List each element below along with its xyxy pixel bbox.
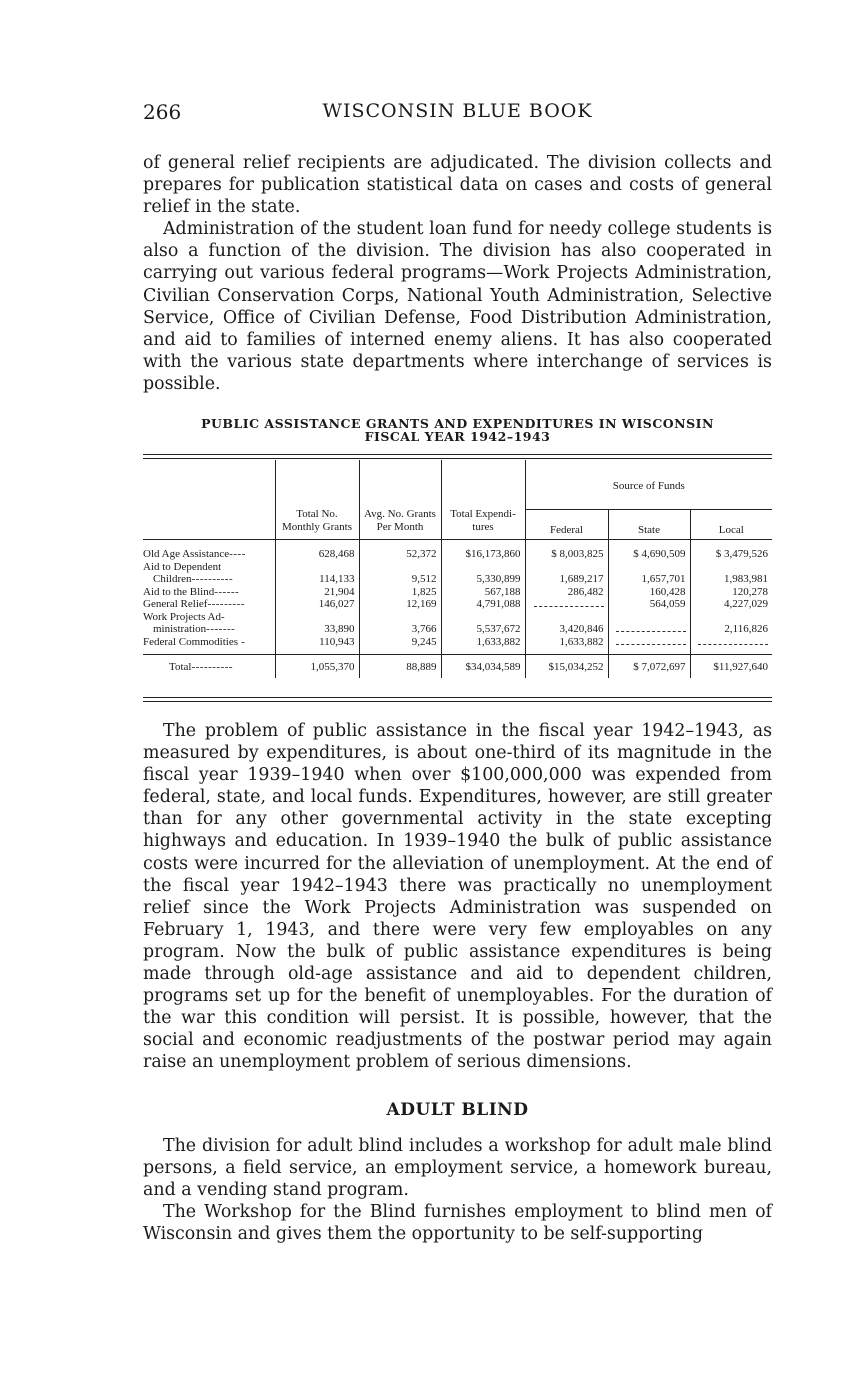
cell-avg: 9,512 [359, 573, 441, 586]
cell-state: $ 4,690,509 [608, 548, 690, 561]
paragraph: The Workshop for the Blind furnishes employment to blind men of Wisconsin and gives them the opportunity to be self-supporting [143, 1202, 772, 1245]
table-bottom-rule [143, 697, 772, 698]
page-number: 266 [143, 100, 182, 124]
table-row: General Relief--------- 146,027 12,169 4,791,088 564,059 4,227,029 [143, 598, 772, 611]
table-row: Aid to the Blind------ 21,904 1,825 567,188 286,482 160,428 120,278 [143, 586, 772, 599]
cell-federal: $ 8,003,825 [525, 548, 608, 561]
table-top-rule [143, 454, 772, 455]
assistance-table [143, 460, 772, 678]
row-label: General Relief [143, 598, 208, 610]
table-row [143, 561, 772, 574]
row-label-continued: Children [153, 573, 192, 585]
page-header [143, 100, 772, 126]
table-row [143, 611, 772, 624]
row-label: Federal Commodities [143, 635, 239, 648]
total-label: Total [169, 661, 192, 673]
cell-local-empty [690, 636, 772, 655]
cell-monthly: 1,055,370 [275, 655, 359, 678]
discussion-text [143, 720, 772, 1074]
cell-avg: 88,889 [359, 655, 441, 678]
section-heading: ADULT BLIND [386, 1100, 529, 1120]
cell-total: $34,034,589 [441, 655, 525, 678]
cell-avg: 9,245 [359, 636, 441, 655]
cell-total: $16,173,860 [441, 548, 525, 561]
col-header-total-expenditures: Total Expendi- tures [441, 460, 525, 540]
cell-avg: 52,372 [359, 548, 441, 561]
table-row: Old Age Assistance---- 628,468 52,372 $16,173,860 $ 8,003,825 $ 4,690,509 $ 3,479,526 [143, 548, 772, 561]
cell-monthly: 110,943 [275, 636, 359, 655]
row-label-continued: ministration [153, 623, 207, 635]
cell-state: 160,428 [608, 586, 690, 599]
table-title [143, 417, 772, 443]
cell-state: 1,657,701 [608, 573, 690, 586]
cell-federal: 1,633,882 [525, 636, 608, 655]
col-header-local: Local [690, 510, 772, 540]
row-label: Work Projects Ad- [143, 610, 225, 623]
cell-federal: 3,420,846 [525, 623, 608, 636]
table-title-line: PUBLIC ASSISTANCE GRANTS AND EXPENDITURES IN WISCONSIN [201, 416, 714, 431]
row-label: Old Age Assistance [143, 548, 230, 560]
cell-local: $11,927,640 [690, 655, 772, 678]
cell-federal: 286,482 [525, 586, 608, 599]
cell-local: 120,278 [690, 586, 772, 599]
cell-total: 4,791,088 [441, 598, 525, 611]
cell-total: 567,188 [441, 586, 525, 599]
cell-federal-empty [525, 598, 608, 611]
col-header-federal: Federal [525, 510, 608, 540]
cell-monthly: 114,133 [275, 573, 359, 586]
cell-total: 1,633,882 [441, 636, 525, 655]
table-row: Federal Commodities - 110,943 9,245 1,633,882 1,633,882 [143, 636, 772, 655]
paragraph: The problem of public assistance in the fiscal year 1942–1943, as measured by expenditures, is about one-third of its magnitude in the fiscal year 1939–1940 when over $100,000,000 was expended from federal, state, and local funds. Expenditures, however, are still greater than for any other governmental activity in the state excepting highways and education. In 1939–1940 the bulk of public assistance costs were incurred for the alleviation of unemployment. At the end of the fiscal year 1942–1943 there was practically no unemployment relief since the Work Projects Administration was suspended on February 1, 1943, and there were very few employables on any program. Now the bulk of public assistance expenditures is being made through old-age assistance and aid to dependent children, programs set up for the benefit of unemployables. For the duration of the war this condition will persist. It is possible, however, that the social and economic readjustments of the postwar period may again raise an unemployment problem of serious dimensions. [143, 721, 772, 1073]
paragraph: The division for adult blind includes a workshop for adult male blind persons, a field service, an employment service, a homework bureau, and a vending stand program. [143, 1136, 772, 1201]
intro-text [143, 152, 772, 395]
col-header-source-of-funds: Source of Funds [525, 460, 772, 510]
col-header-monthly-grants: Total No. Monthly Grants [275, 460, 359, 540]
cell-total: 5,537,672 [441, 623, 525, 636]
cell-state: 564,059 [608, 598, 690, 611]
cell-local: $ 3,479,526 [690, 548, 772, 561]
adult-blind-text [143, 1135, 772, 1245]
cell-local: 4,227,029 [690, 598, 772, 611]
cell-local: 1,983,981 [690, 573, 772, 586]
cell-monthly: 146,027 [275, 598, 359, 611]
cell-total: 5,330,899 [441, 573, 525, 586]
table-top-rule [143, 458, 772, 459]
row-label: Aid to Dependent [143, 560, 222, 573]
table-bottom-rule [143, 701, 772, 702]
table-row: ministration------- 33,890 3,766 5,537,672 3,420,846 2,116,826 [143, 623, 772, 636]
cell-monthly: 33,890 [275, 623, 359, 636]
cell-federal: $15,034,252 [525, 655, 608, 678]
col-header-avg-grants: Avg. No. Grants Per Month [359, 460, 441, 540]
cell-state: $ 7,072,697 [608, 655, 690, 678]
running-title: WISCONSIN BLUE BOOK [322, 100, 593, 122]
table-total-row: Total---------- 1,055,370 88,889 $34,034,589 $15,034,252 $ 7,072,697 $11,927,640 [143, 655, 772, 678]
col-header-state: State [608, 510, 690, 540]
cell-monthly: 628,468 [275, 548, 359, 561]
paragraph: Administration of the student loan fund for needy college students is also a function of the division. The division has also cooperated in carrying out various federal programs—Work Projects Administration, Civilian Conservation Corps, National Youth Administration, Selective Service, Office of Civilian Defense, Food Distribution Administration, and aid to families of interned enemy aliens. It has also cooperated with the various state departments where interchange of services is possible. [143, 219, 772, 394]
table-row: Children---------- 114,133 9,512 5,330,899 1,689,217 1,657,701 1,983,981 [143, 573, 772, 586]
cell-avg: 12,169 [359, 598, 441, 611]
cell-state-empty [608, 636, 690, 655]
stub-header [143, 460, 275, 540]
paragraph: of general relief recipients are adjudicated. The division collects and prepares for publication statistical data on cases and costs of general relief in the state. [143, 153, 772, 218]
cell-avg: 3,766 [359, 623, 441, 636]
row-label: Aid to the Blind [143, 585, 215, 598]
cell-avg: 1,825 [359, 586, 441, 599]
cell-state-empty [608, 623, 690, 636]
table-title-line: FISCAL YEAR 1942–1943 [364, 429, 551, 444]
cell-federal: 1,689,217 [525, 573, 608, 586]
cell-monthly: 21,904 [275, 586, 359, 599]
cell-local: 2,116,826 [690, 623, 772, 636]
